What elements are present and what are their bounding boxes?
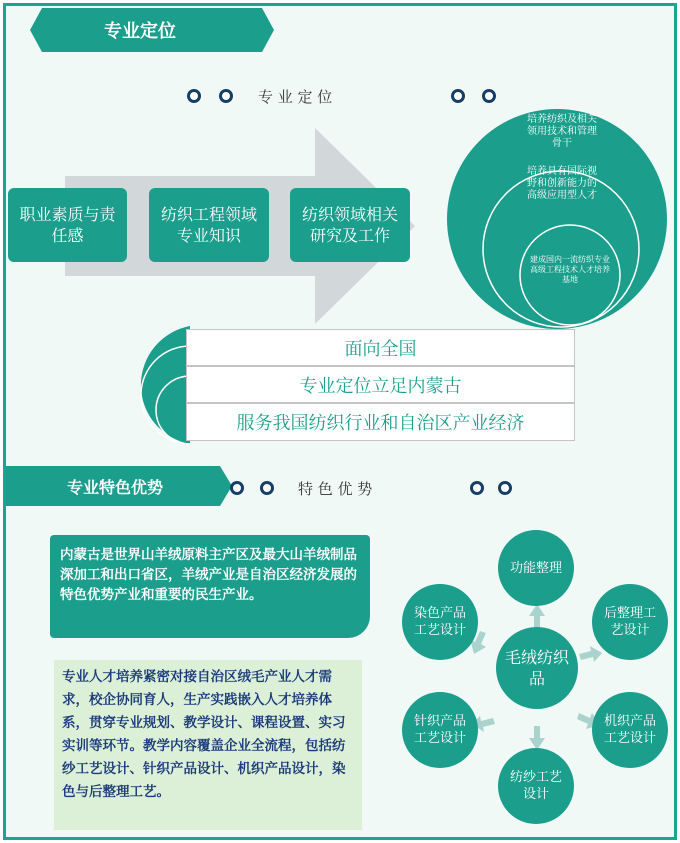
node-spinning: 纺纱工艺设计: [498, 748, 574, 824]
circle-icon: [187, 89, 201, 103]
section1-title: 专业定位: [104, 21, 176, 42]
section2-subtitle: 特 色 优 势: [298, 480, 373, 498]
box-professional-quality: 职业素质与责任感: [8, 188, 127, 262]
box-research-work: 纺织领域相关研究及工作: [290, 188, 410, 262]
circle-text-middle: 培养具有国际视野和创新能力的高级应用型人才: [527, 166, 597, 201]
circle-icon: [470, 481, 484, 495]
circle-icon: [260, 481, 274, 495]
bar-nationwide: 面向全国: [186, 329, 575, 366]
circle-icon: [451, 89, 465, 103]
talent-training-text: 专业人才培养紧密对接自治区绒毛产业人才需求，校企协同育人，生产实践嵌入人才培养体系，贯穿专业规划、教学设计、课程设置、实习实训等环节。教学内容覆盖企业全流程，包括纺纱工艺设计、针织产品设计、机织产品设计，染色与后整理工艺。: [54, 660, 362, 830]
node-post-finishing: 后整理工艺设计: [592, 584, 668, 660]
node-functional-finishing: 功能整理: [498, 530, 574, 606]
node-weaving: 机织产品工艺设计: [592, 692, 668, 768]
node-knitting: 针织产品工艺设计: [402, 692, 478, 768]
cashmere-intro-text: 内蒙古是世界山羊绒原料主产区及最大山羊绒制品深加工和出口省区，羊绒产业是自治区经济发展的特色优势产业和重要的民生产业。: [50, 535, 370, 638]
hub-center: 毛绒纺织品: [496, 627, 578, 709]
circle-icon: [230, 481, 244, 495]
circle-text-outer: 培养纺织及相关领用技术和管理骨干: [527, 114, 597, 149]
box-domain-knowledge: 纺织工程领域专业知识: [149, 188, 269, 262]
section2-title: 专业特色优势: [66, 477, 163, 497]
bar-industry-economy: 服务我国纺织行业和自治区产业经济: [186, 403, 575, 441]
circle-icon: [482, 89, 496, 103]
circle-text-inner: 建成国内一流纺织专业高级工程技术人才培养基地: [530, 255, 610, 284]
half-circle-decoration: [122, 326, 192, 446]
bar-inner-mongolia: 专业定位立足内蒙古: [186, 366, 575, 403]
circle-icon: [498, 481, 512, 495]
circle-icon: [219, 89, 233, 103]
node-dyeing: 染色产品工艺设计: [402, 584, 478, 660]
section1-subtitle: 专 业 定 位: [258, 88, 333, 106]
